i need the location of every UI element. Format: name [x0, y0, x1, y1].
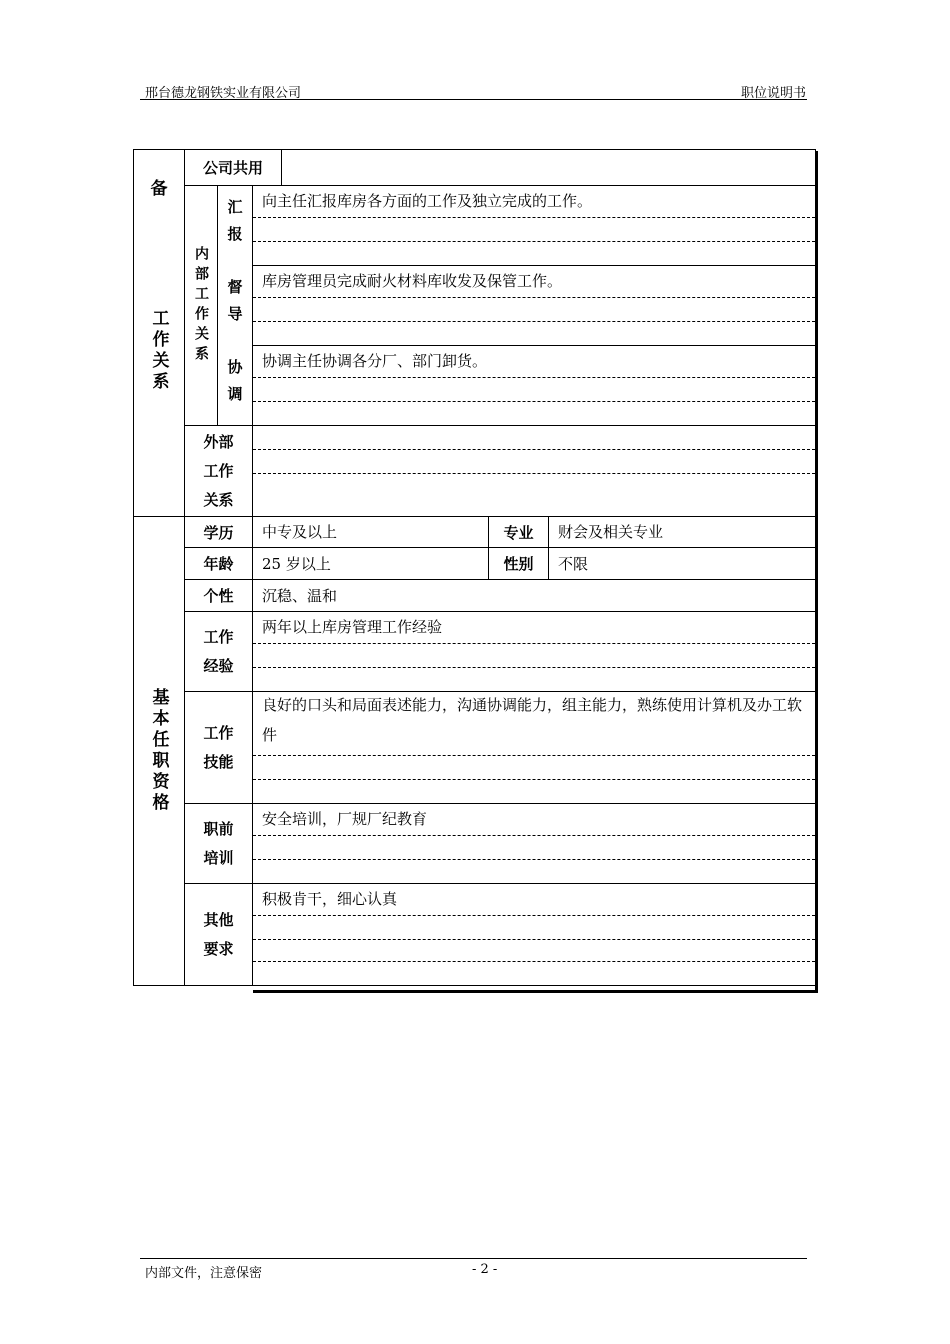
company-name: 邢台德龙钢铁实业有限公司 — [145, 86, 302, 101]
pre-training-value: 安全培训，厂规厂纪教育 — [262, 810, 428, 828]
supervise-text: 库房管理员完成耐火材料库收发及保管工作。 — [262, 272, 563, 290]
edu-col-b — [548, 516, 549, 579]
row-line-6 — [184, 579, 816, 580]
external-relations-label: 外部工作关系 — [203, 432, 234, 509]
personality-label: 个性 — [203, 587, 234, 605]
row-line-7 — [184, 611, 816, 612]
document-type: 职位说明书 — [740, 86, 806, 101]
dash-line — [253, 835, 815, 836]
row-line-9 — [184, 803, 816, 804]
dash-line — [253, 667, 815, 668]
internal-relations-label: 内部工作关系 — [193, 245, 209, 366]
coordinate-text: 协调主任协调各分厂、部门卸货。 — [262, 352, 488, 370]
confidential-note: 内部文件，注意保密 — [145, 1266, 263, 1281]
dash-line — [253, 643, 815, 644]
table-shadow-right — [815, 151, 818, 993]
report-text: 向主任汇报库房各方面的工作及独立完成的工作。 — [262, 192, 593, 210]
dash-line — [253, 939, 815, 940]
personality-value: 沉稳、温和 — [262, 587, 338, 605]
table-shadow-bottom — [253, 990, 818, 993]
top-row-divider — [281, 149, 282, 185]
skills-label: 工作技能 — [203, 723, 234, 771]
gender-label: 性别 — [503, 555, 534, 573]
form-border-bottom — [133, 985, 816, 986]
experience-label: 工作经验 — [203, 627, 234, 675]
dash-line — [253, 859, 815, 860]
dash-line — [253, 779, 815, 780]
dash-line — [253, 449, 815, 450]
dash-line — [253, 473, 815, 474]
side-label-bei: 备 — [150, 178, 168, 199]
skills-value: 良好的口头和局面表述能力，沟通协调能力，组主能力，熟练使用计算机及办工软件 — [262, 696, 803, 744]
row-line-4 — [184, 425, 816, 426]
gender-value: 不限 — [558, 555, 589, 573]
header-divider — [140, 99, 807, 100]
row-line-2 — [252, 265, 816, 266]
other-requirements-label: 其他要求 — [203, 910, 234, 958]
experience-value: 两年以上库房管理工作经验 — [262, 618, 443, 636]
row-line-10 — [184, 883, 816, 884]
dash-line — [253, 401, 815, 402]
education-value: 中专及以上 — [262, 523, 338, 541]
page-number: - 2 - — [472, 1262, 498, 1277]
major-label: 专业 — [503, 523, 534, 542]
dash-line — [253, 755, 815, 756]
dash-line — [253, 915, 815, 916]
col-divider-2 — [252, 185, 253, 986]
dash-line — [253, 377, 815, 378]
job-description-form — [133, 149, 816, 986]
other-requirements-value: 积极肯干，细心认真 — [262, 890, 398, 908]
dash-line — [253, 321, 815, 322]
row-line-3 — [252, 345, 816, 346]
shared-label: 公司共用 — [202, 159, 263, 177]
qualifications-label: 基本任职资格 — [148, 688, 169, 814]
major-value: 财会及相关专业 — [558, 523, 664, 541]
supervise-label: 督导 — [225, 278, 244, 333]
report-label: 汇报 — [225, 198, 244, 253]
coordinate-label: 协调 — [225, 358, 244, 413]
pre-training-label: 职前培训 — [203, 819, 234, 867]
dash-line — [253, 297, 815, 298]
dash-line — [253, 961, 815, 962]
row-line-1 — [184, 185, 816, 186]
dash-line — [253, 217, 815, 218]
dash-line — [253, 241, 815, 242]
age-value: 25 岁以上 — [262, 555, 331, 573]
work-relations-label: 工作关系 — [148, 309, 169, 393]
age-label: 年龄 — [203, 555, 234, 573]
education-label: 学历 — [203, 523, 234, 542]
footer-divider — [140, 1258, 807, 1259]
